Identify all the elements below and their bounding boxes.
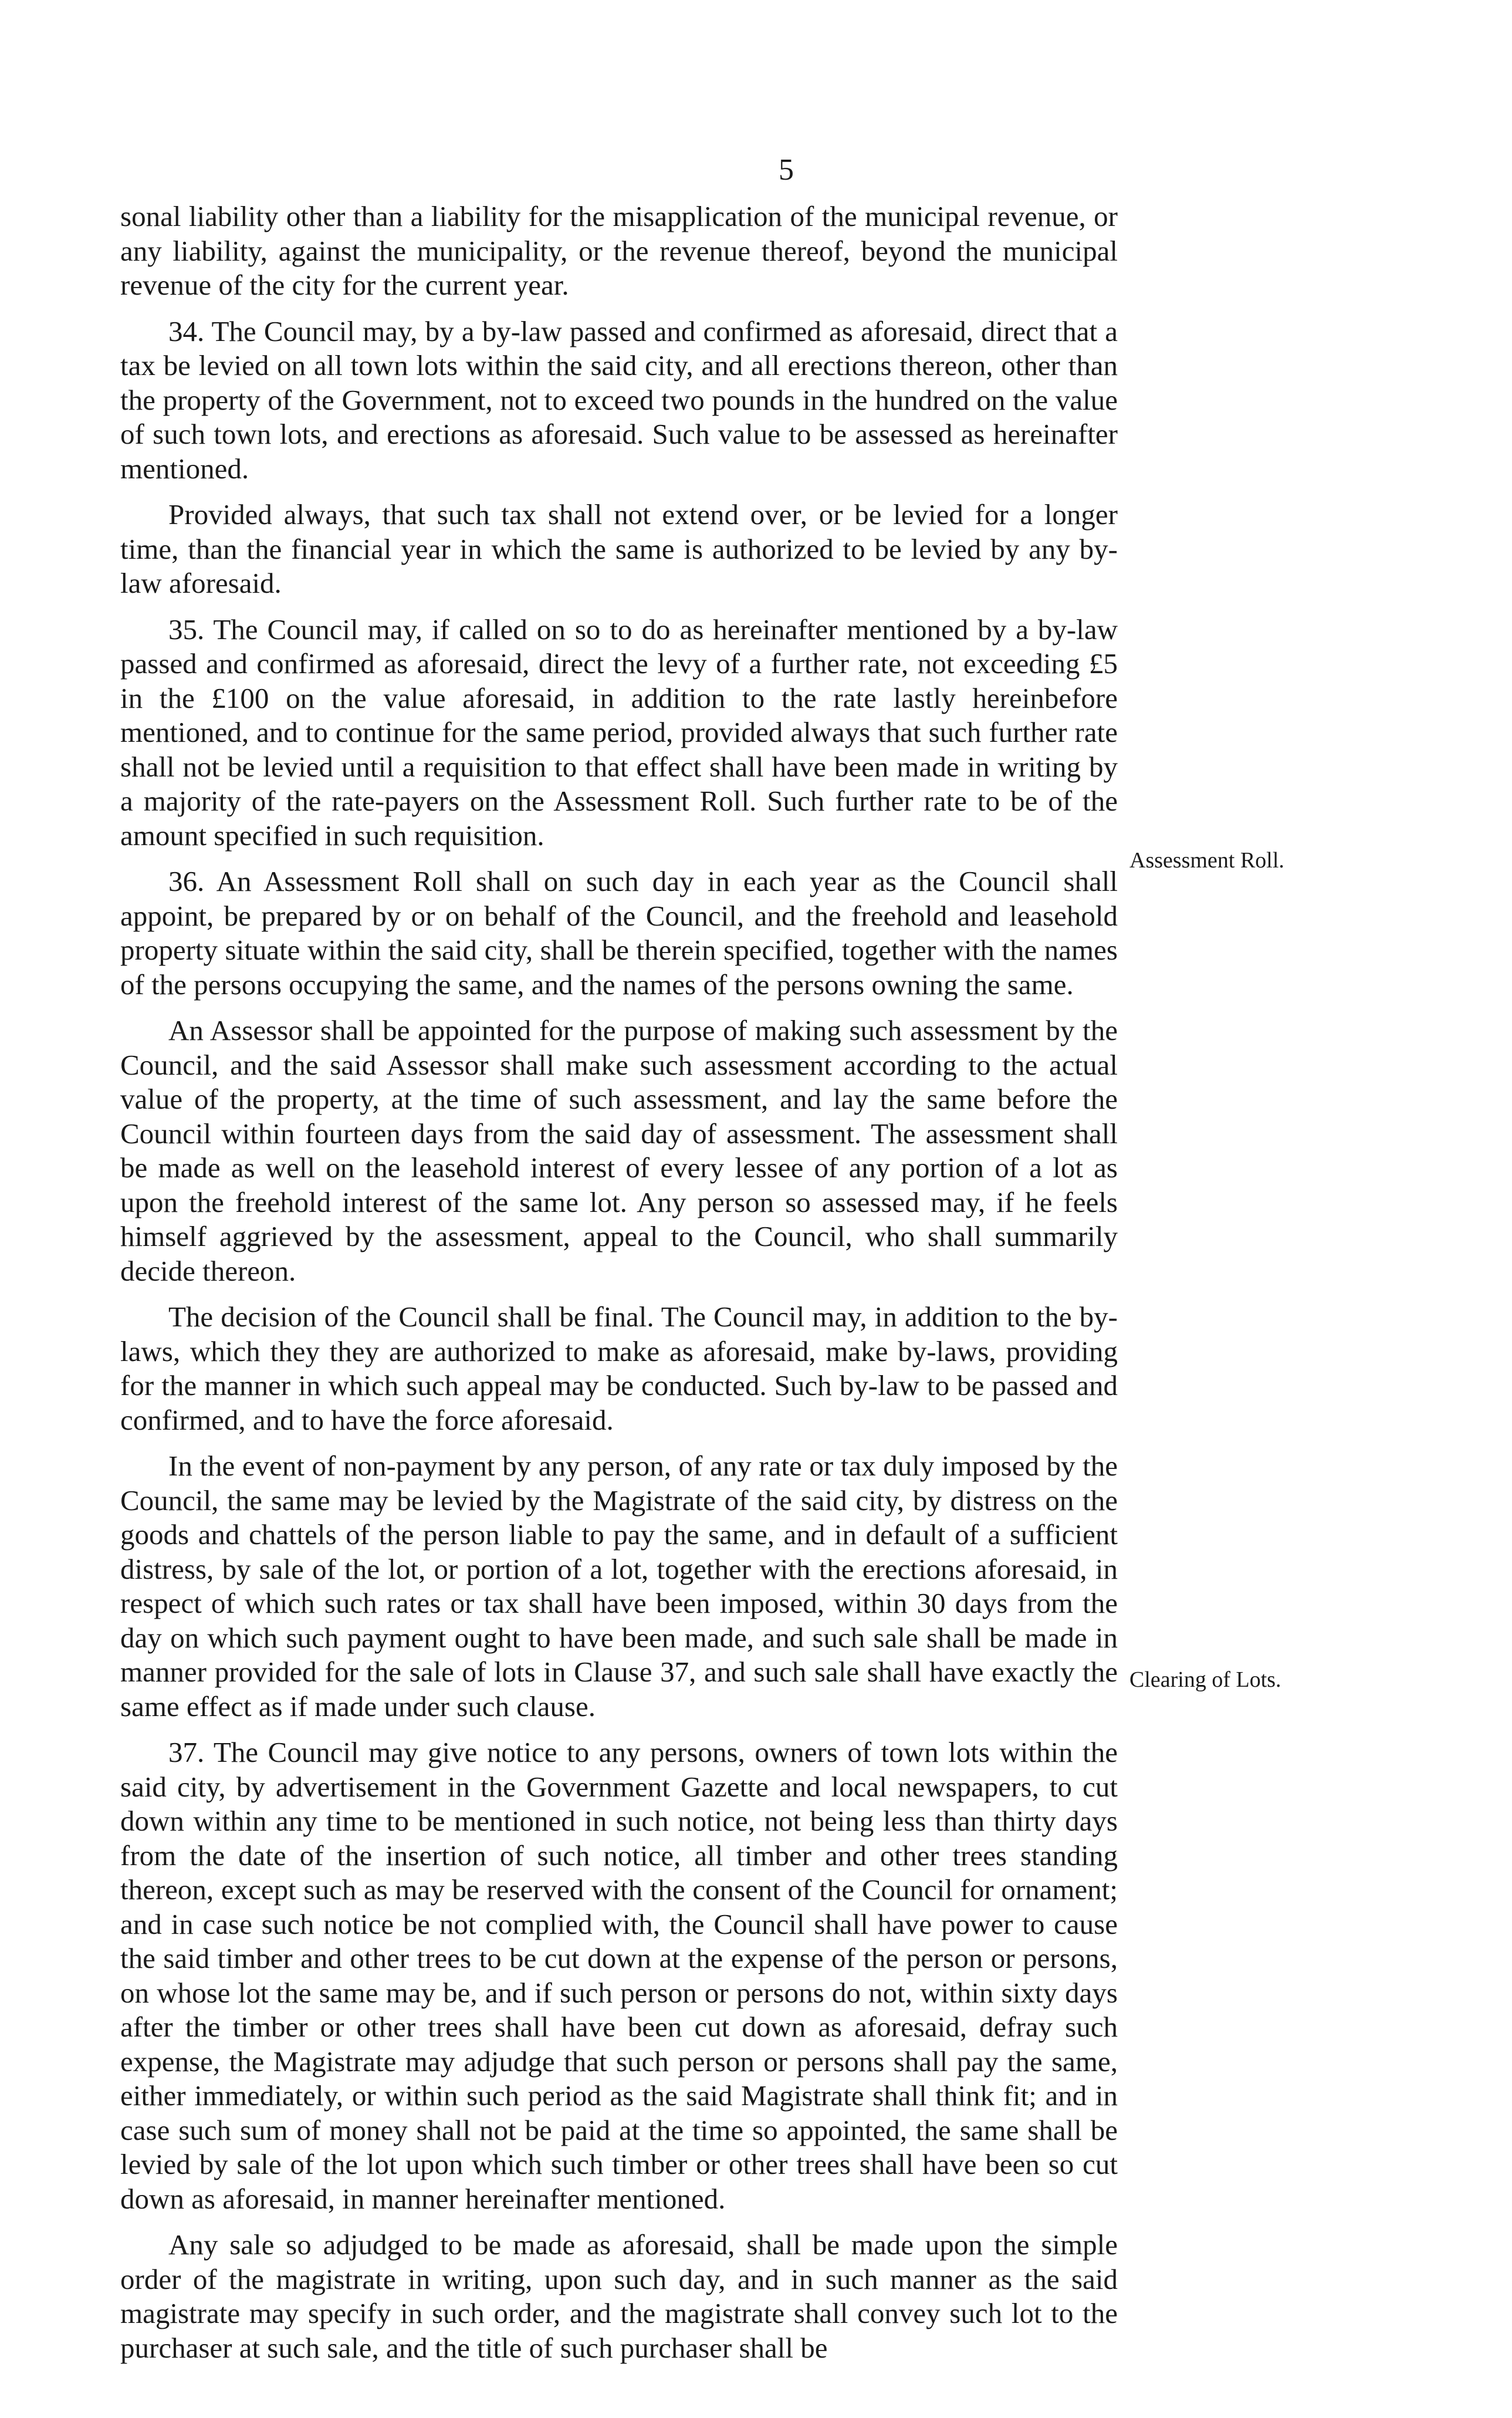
paragraph-continuation: sonal liability other than a liability for the misapplication of the municipal revenue, or any liability, against the municipality, or the revenue thereof, beyond the municipal revenue of the city for the current year. [120, 200, 1118, 301]
paragraph-proviso: Provided always, that such tax shall not extend over, or be levied for a longer time, than the financial year in which the same is authorized to be levied by any by-law aforesaid. [120, 498, 1118, 599]
paragraph-section-34: 34. The Council may, by a by-law passed and confirmed as aforesaid, direct that a tax be levied on all town lots within the said city, and all erections thereon, other than the property of the Government, not to exceed two pounds in the hundred on the value of such town lots, and erections as aforesaid. Such value to be assessed as hereinafter mentioned. [120, 315, 1118, 485]
paragraph-assessor: An Assessor shall be appointed for the purpose of making such assessment by the Council, and the said Assessor shall make such assessment according to the actual value of the property, at the time of such assessment, and lay the same before the Council within fourteen days from the said day of assessment. The assessment shall be made as well on the leasehold interest of every lessee of any portion of a lot as upon the freehold interest of the same lot. Any person so assessed may, if he feels himself aggrieved by the assessment, appeal to the Council, who shall summarily decide thereon. [120, 1014, 1118, 1287]
paragraph-sale: Any sale so adjudged to be made as aforesaid, shall be made upon the simple order of the magistrate in writing, upon such day, and in such manner as the said magistrate may specify in such order, and the magistrate shall convey such lot to the purchaser at such sale, and the title of such purchaser shall be [120, 2228, 1118, 2364]
body-text [120, 200, 1118, 2365]
paragraph-non-payment: In the event of non-payment by any person, of any rate or tax duly imposed by the Council, the same may be levied by the Magistrate of the said city, by distress on the goods and chattels of the person liable to pay the same, and in default of a sufficient distress, by sale of the lot, or portion of a lot, together with the erections aforesaid, in respect of which such rates or tax shall have been imposed, within 30 days from the day on which such payment ought to have been made, and such sale shall be made in manner provided for the sale of lots in Clause 37, and such sale shall have exactly the same effect as if made under such clause. [120, 1450, 1118, 1723]
paragraph-section-37: 37. The Council may give notice to any persons, owners of town lots within the said city, by advertisement in the Government Gazette and local newspapers, to cut down within any time to be mentioned in such notice, not being less than thirty days from the date of the insertion of such notice, all timber and other trees standing thereon, except such as may be reserved with the consent of the Council for ornament; and in case such notice be not complied with, the Council shall have power to cause the said timber and other trees to be cut down at the expense of the person or persons, on whose lot the same may be, and if such person or persons do not, within sixty days after the timber or other trees shall have been cut down as aforesaid, defray such expense, the Magistrate may adjudge that such person or persons shall pay the same, either immediately, or within such period as the said Magistrate shall think fit; and in case such sum of money shall not be paid at the time so appointed, the same shall be levied by sale of the lot upon which such timber or other trees shall have been so cut down as aforesaid, in manner hereinafter mentioned. [120, 1736, 1118, 2215]
page-number: 5 [779, 153, 794, 187]
paragraph-section-36: 36. An Assessment Roll shall on such day in each year as the Council shall appoint, be prepared by or on behalf of the Council, and the freehold and leasehold property situate within the said city, shall be therein specified, together with the names of the persons occupying the same, and the names of the persons owning the same. [120, 865, 1118, 1001]
paragraph-council-decision: The decision of the Council shall be final. The Council may, in addition to the by-laws, which they they are authorized to make as aforesaid, make by-laws, providing for the manner in which such appeal may be conducted. Such by-law to be passed and confirmed, and to have the force aforesaid. [120, 1301, 1118, 1436]
margin-note-clearing-of-lots: Clearing of Lots. [1129, 1667, 1281, 1692]
paragraph-section-35: 35. The Council may, if called on so to do as hereinafter mentioned by a by-law passed and confirmed as aforesaid, direct the levy of a further rate, not exceeding £5 in the £100 on the value aforesaid, in addition to the rate lastly hereinbefore mentioned, and to continue for the same period, provided always that such further rate shall not be levied until a requisition to that effect shall have been made in writing by a majority of the rate-payers on the Assessment Roll. Such further rate to be of the amount specified in such requisition. [120, 613, 1118, 852]
margin-note-assessment-roll: Assessment Roll. [1129, 848, 1284, 873]
